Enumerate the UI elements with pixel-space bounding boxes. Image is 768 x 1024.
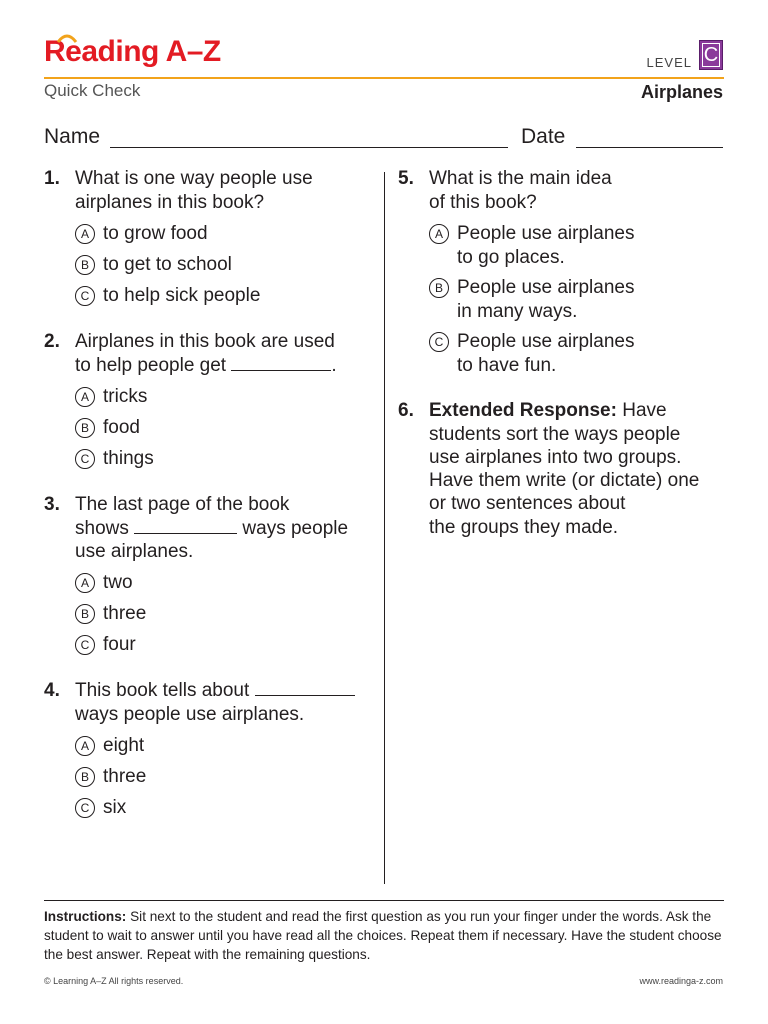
question-text-line: or two sentences about xyxy=(429,493,626,514)
answer-blank xyxy=(134,532,237,534)
option-letter-c-icon: C xyxy=(75,635,95,655)
website-link[interactable]: www.readinga-z.com xyxy=(639,976,723,986)
option-letter-b-icon: B xyxy=(75,418,95,438)
instructions xyxy=(44,907,734,964)
sun-icon xyxy=(56,32,78,44)
option-text: to go places. xyxy=(457,247,565,268)
book-title: Airplanes xyxy=(640,82,723,102)
question-text-line: Have xyxy=(622,400,667,421)
name-label: Name xyxy=(44,125,101,148)
question-text-line: Have them write (or dictate) one xyxy=(429,470,700,491)
answer-option-a[interactable] xyxy=(75,385,147,409)
question-text-line: This book tells about xyxy=(75,680,250,701)
option-text: to have fun. xyxy=(457,355,557,376)
header-rule xyxy=(44,77,724,79)
option-text: food xyxy=(103,417,140,438)
name-field-line[interactable] xyxy=(110,147,508,148)
option-text: in many ways. xyxy=(457,301,578,322)
answer-option-b[interactable] xyxy=(429,276,634,324)
option-text: things xyxy=(103,448,154,469)
question-text-line: ways people xyxy=(242,518,349,539)
answer-option-a[interactable] xyxy=(429,222,634,270)
question-text-line: airplanes in this book? xyxy=(75,192,265,213)
option-text: tricks xyxy=(103,386,148,407)
question-number: 2. xyxy=(44,331,60,352)
answer-option-c[interactable] xyxy=(75,796,126,820)
logo-text: Reading A–Z xyxy=(44,35,221,68)
answer-option-b[interactable] xyxy=(75,602,146,626)
question-text-line: What is one way people use xyxy=(75,168,313,189)
option-text: People use airplanes xyxy=(457,223,635,244)
option-text: six xyxy=(103,797,127,818)
question-number: 4. xyxy=(44,680,60,701)
question-text-line: students sort the ways people xyxy=(429,424,681,445)
option-letter-b-icon: B xyxy=(75,604,95,624)
option-letter-b-icon: B xyxy=(75,767,95,787)
question-number: 5. xyxy=(398,168,414,189)
option-letter-a-icon: A xyxy=(75,224,95,244)
answer-blank xyxy=(255,694,355,696)
answer-blank xyxy=(231,369,331,371)
question-text-line: use airplanes. xyxy=(75,541,194,562)
date-label: Date xyxy=(521,125,566,148)
question-text-line: What is the main idea xyxy=(429,168,612,189)
question-text-line: ways people use airplanes. xyxy=(75,704,305,725)
instructions-rule xyxy=(44,900,724,901)
date-field-line[interactable] xyxy=(576,147,723,148)
option-letter-a-icon: A xyxy=(75,736,95,756)
question-text-line: The last page of the book xyxy=(75,494,290,515)
question-text-line: to help people get xyxy=(75,355,227,376)
answer-option-b[interactable] xyxy=(75,765,146,789)
reading-az-logo xyxy=(44,34,221,70)
question-text-line: Airplanes in this book are used xyxy=(75,331,335,352)
question-text-line: shows xyxy=(75,518,129,539)
question-2 xyxy=(44,330,374,480)
option-text: to get to school xyxy=(103,254,232,275)
answer-option-b[interactable] xyxy=(75,416,140,440)
option-text: four xyxy=(103,634,136,655)
instructions-label: Instructions: xyxy=(44,909,127,924)
option-letter-c-icon: C xyxy=(429,332,449,352)
question-text-line: use airplanes into two groups. xyxy=(429,447,682,468)
question-number: 6. xyxy=(398,400,414,421)
answer-option-a[interactable] xyxy=(75,734,144,758)
extended-response-label: Extended Response: xyxy=(429,400,617,421)
option-letter-c-icon: C xyxy=(75,449,95,469)
answer-option-c[interactable] xyxy=(75,284,260,308)
page-subtitle: Quick Check xyxy=(44,81,141,100)
answer-option-c[interactable] xyxy=(75,633,136,657)
question-text-line: the groups they made. xyxy=(429,517,619,538)
question-5 xyxy=(398,167,718,382)
question-number: 1. xyxy=(44,168,60,189)
question-3 xyxy=(44,493,374,663)
level-badge xyxy=(699,40,723,70)
option-letter-b-icon: B xyxy=(75,255,95,275)
question-text-end: . xyxy=(331,355,337,376)
question-1 xyxy=(44,167,364,317)
answer-option-b[interactable] xyxy=(75,253,232,277)
option-text: to help sick people xyxy=(103,285,261,306)
instructions-text: Sit next to the student and read the first question as you run your finger under the words. Ask the student to wait to answer until you have read all the choices. Repeat them if necessary. Have the student choose the best answer. Repeat with the remaining questions. xyxy=(44,909,722,962)
question-text-line: of this book? xyxy=(429,192,537,213)
option-letter-a-icon: A xyxy=(75,387,95,407)
question-6 xyxy=(398,399,728,549)
option-text: three xyxy=(103,603,147,624)
answer-option-c[interactable] xyxy=(429,330,634,378)
level-label: LEVEL xyxy=(646,55,692,70)
option-letter-b-icon: B xyxy=(429,278,449,298)
option-text: to grow food xyxy=(103,223,208,244)
option-letter-a-icon: A xyxy=(429,224,449,244)
option-text: People use airplanes xyxy=(457,331,635,352)
option-text: three xyxy=(103,766,147,787)
option-letter-c-icon: C xyxy=(75,798,95,818)
question-number: 3. xyxy=(44,494,60,515)
question-4 xyxy=(44,679,374,829)
answer-option-c[interactable] xyxy=(75,447,154,471)
option-letter-c-icon: C xyxy=(75,286,95,306)
answer-option-a[interactable] xyxy=(75,222,208,246)
copyright-notice: © Learning A–Z All rights reserved. xyxy=(44,976,184,986)
option-letter-a-icon: A xyxy=(75,573,95,593)
option-text: two xyxy=(103,572,133,593)
option-text: eight xyxy=(103,735,145,756)
answer-option-a[interactable] xyxy=(75,571,133,595)
option-text: People use airplanes xyxy=(457,277,635,298)
level-value: C xyxy=(703,44,719,66)
column-divider xyxy=(384,172,385,884)
